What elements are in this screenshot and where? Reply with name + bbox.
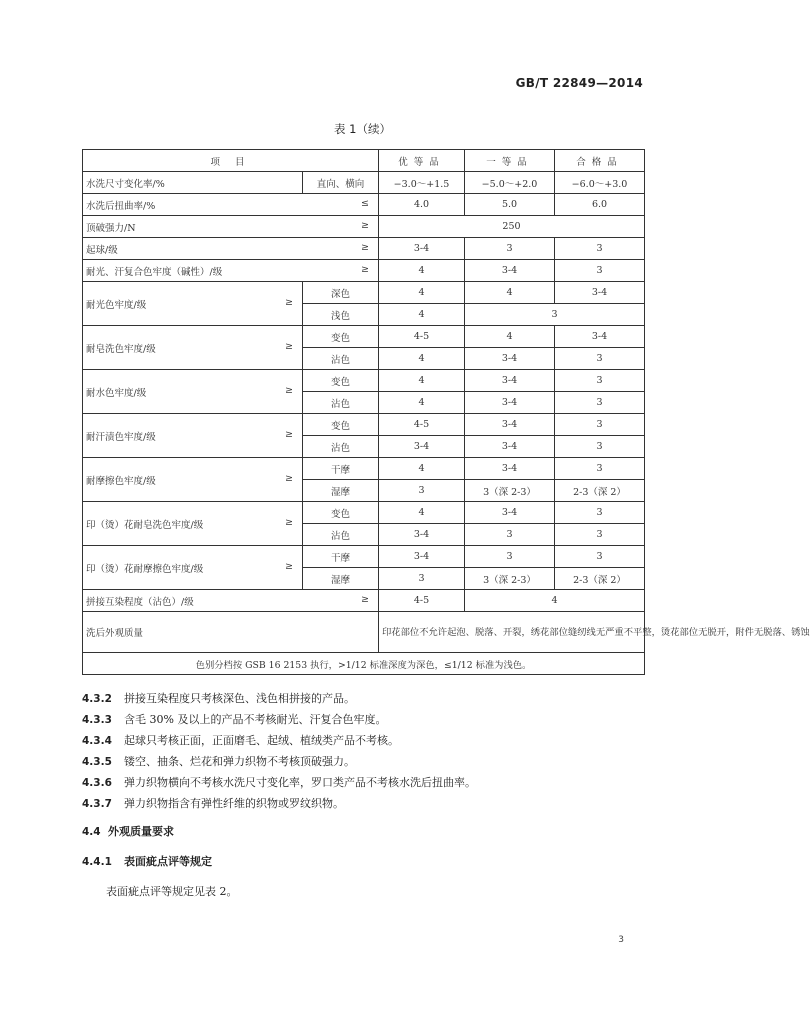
row-sublabel: 干摩 <box>303 458 379 480</box>
clause-text: 起球只考核正面，正面磨毛、起绒、植绒类产品不考核。 <box>124 734 399 747</box>
row-sublabel: 深色 <box>303 282 379 304</box>
cell-value: −6.0～+3.0 <box>555 172 645 194</box>
cell-value: 3-4 <box>465 392 555 414</box>
table-caption: 表 1（续） <box>334 122 391 136</box>
cell-value: 3 <box>465 524 555 546</box>
comparison-symbol: ≥ <box>361 241 369 253</box>
cell-value: 3 <box>555 348 645 370</box>
cell-value: 3-4 <box>379 524 465 546</box>
row-label-cell <box>83 326 303 370</box>
subsection-heading <box>82 853 212 869</box>
cell-value: 3 <box>555 392 645 414</box>
row-sublabel: 变色 <box>303 414 379 436</box>
row-label-cell <box>83 216 379 238</box>
cell-value: 4 <box>465 282 555 304</box>
clause-number: 4.3.2 <box>82 693 112 705</box>
row-label-cell <box>83 370 303 414</box>
cell-value: 4 <box>379 304 465 326</box>
header-item: 项 目 <box>83 150 379 172</box>
cell-value: 4-5 <box>379 590 465 612</box>
table-row <box>83 502 645 524</box>
cell-value: 3-4 <box>465 458 555 480</box>
cell-value: 3-4 <box>555 282 645 304</box>
row-label: 拼接互染程度（沾色）/级 <box>86 596 194 608</box>
cell-value: 4 <box>379 260 465 282</box>
clause-number: 4.3.6 <box>82 777 112 789</box>
table-row <box>83 612 645 653</box>
row-label-cell <box>83 546 303 590</box>
clause <box>82 688 652 709</box>
cell-value: 4 <box>379 370 465 392</box>
cell-value: 3 <box>465 238 555 260</box>
specification-table <box>82 149 810 675</box>
row-label: 耐汗渍色牢度/级 <box>86 431 156 443</box>
section-title: 外观质量要求 <box>108 825 174 838</box>
row-label-cell <box>83 458 303 502</box>
cell-value: 4 <box>379 502 465 524</box>
row-label-cell <box>83 502 303 546</box>
row-label: 耐摩擦色牢度/级 <box>86 475 156 487</box>
row-sublabel: 沾色 <box>303 348 379 370</box>
cell-value: 3 <box>379 480 465 502</box>
cell-value: 3 <box>555 524 645 546</box>
cell-value: 4 <box>465 590 645 612</box>
comparison-symbol: ≥ <box>285 472 293 484</box>
row-label-cell <box>83 414 303 458</box>
table-row <box>83 216 645 238</box>
cell-value: 3-4 <box>379 546 465 568</box>
table-row <box>83 370 645 392</box>
cell-value: 3 <box>555 260 645 282</box>
row-sublabel: 沾色 <box>303 524 379 546</box>
comparison-symbol: ≥ <box>285 384 293 396</box>
row-label: 水洗尺寸变化率/% <box>83 172 303 194</box>
cell-value: 3-4 <box>465 348 555 370</box>
row-sublabel: 干摩 <box>303 546 379 568</box>
clause-text: 镂空、抽条、烂花和弹力织物不考核顶破强力。 <box>124 755 355 768</box>
cell-value: 4 <box>379 348 465 370</box>
table-row <box>83 326 645 348</box>
clause-number: 4.3.3 <box>82 714 112 726</box>
table-row <box>83 458 645 480</box>
clause-number: 4.3.5 <box>82 756 112 768</box>
body-paragraph: 表面疵点评等规定见表 2。 <box>106 885 238 898</box>
comparison-symbol: ≥ <box>285 296 293 308</box>
clause-text: 拼接互染程度只考核深色、浅色相拼接的产品。 <box>124 692 355 705</box>
table-row <box>83 238 645 260</box>
clause <box>82 793 652 814</box>
section-heading <box>82 823 174 839</box>
clause-text: 弹力织物指含有弹性纤维的织物或罗纹织物。 <box>124 797 344 810</box>
page-number: 3 <box>618 935 624 945</box>
comparison-symbol: ≥ <box>361 263 369 275</box>
appearance-requirement: 印花部位不允许起泡、脱落、开裂，绣花部位缝纫线无严重不平整，烫花部位无脱开，附件无脱落、锈蚀 <box>379 612 645 653</box>
clause-list <box>82 688 652 814</box>
cell-value: 3-4 <box>465 502 555 524</box>
row-sublabel: 沾色 <box>303 392 379 414</box>
table-note: 色别分档按 GSB 16 2153 执行，>1/12 标准深度为深色，≤1/12 标准为浅色。 <box>83 653 645 675</box>
comparison-symbol: ≥ <box>285 560 293 572</box>
row-sublabel: 沾色 <box>303 436 379 458</box>
cell-value: 3 <box>465 546 555 568</box>
clause-number: 4.3.7 <box>82 798 112 810</box>
cell-value: 4 <box>379 392 465 414</box>
row-label-cell <box>83 194 379 216</box>
table-row <box>83 414 645 436</box>
clause-text: 含毛 30% 及以上的产品不考核耐光、汗复合色牢度。 <box>124 713 387 726</box>
cell-value: 2-3（深 2） <box>555 480 645 502</box>
row-sublabel: 变色 <box>303 370 379 392</box>
comparison-symbol: ≥ <box>285 428 293 440</box>
comparison-symbol: ≥ <box>285 516 293 528</box>
cell-value: 6.0 <box>555 194 645 216</box>
row-label: 耐光、汗复合色牢度（碱性）/级 <box>86 266 223 278</box>
cell-value: 3-4 <box>465 260 555 282</box>
cell-value: −3.0～+1.5 <box>379 172 465 194</box>
row-label: 起球/级 <box>86 244 118 256</box>
row-sublabel: 浅色 <box>303 304 379 326</box>
cell-value: 4.0 <box>379 194 465 216</box>
cell-value: 4 <box>379 282 465 304</box>
table-row <box>83 194 645 216</box>
clause-text: 弹力织物横向不考核水洗尺寸变化率，罗口类产品不考核水洗后扭曲率。 <box>124 776 476 789</box>
row-sublabel: 变色 <box>303 326 379 348</box>
cell-value: 3 <box>555 502 645 524</box>
header-grade-qualified: 合格品 <box>555 150 645 172</box>
table-row <box>83 590 645 612</box>
row-label-cell <box>83 590 379 612</box>
cell-value: −5.0～+2.0 <box>465 172 555 194</box>
row-sublabel: 湿摩 <box>303 568 379 590</box>
cell-value: 3-4 <box>379 436 465 458</box>
row-label: 水洗后扭曲率/% <box>86 200 156 212</box>
subsection-title: 表面疵点评等规定 <box>124 855 212 868</box>
section-number: 4.4 <box>82 826 101 838</box>
cell-value: 3（深 2-3） <box>465 480 555 502</box>
row-label: 印（烫）花耐摩擦色牢度/级 <box>86 563 204 575</box>
cell-value: 3 <box>555 546 645 568</box>
row-label: 洗后外观质量 <box>83 612 379 653</box>
cell-value: 3 <box>555 414 645 436</box>
row-label-cell <box>83 282 303 326</box>
comparison-symbol: ≥ <box>285 340 293 352</box>
cell-value: 3 <box>555 458 645 480</box>
cell-value: 3 <box>379 568 465 590</box>
cell-value: 5.0 <box>465 194 555 216</box>
row-sublabel: 变色 <box>303 502 379 524</box>
cell-value: 3-4 <box>379 238 465 260</box>
clause <box>82 751 652 772</box>
standard-code: GB/T 22849—2014 <box>515 76 643 90</box>
cell-value: 4 <box>379 458 465 480</box>
row-sublabel: 直向、横向 <box>303 172 379 194</box>
cell-value: 4-5 <box>379 326 465 348</box>
cell-value: 3 <box>465 304 645 326</box>
row-label: 耐水色牢度/级 <box>86 387 147 399</box>
clause <box>82 730 652 751</box>
cell-value: 4-5 <box>379 414 465 436</box>
table-row <box>83 172 645 194</box>
cell-value: 3 <box>555 436 645 458</box>
cell-value: 250 <box>379 216 645 238</box>
cell-value: 3 <box>555 238 645 260</box>
cell-value: 3-4 <box>465 436 555 458</box>
subsection-number: 4.4.1 <box>82 856 112 868</box>
cell-value: 3-4 <box>465 414 555 436</box>
cell-value: 3（深 2-3） <box>465 568 555 590</box>
table-row <box>83 546 645 568</box>
row-label-cell <box>83 260 379 282</box>
row-label: 顶破强力/N <box>86 222 136 234</box>
row-label: 耐皂洗色牢度/级 <box>86 343 156 355</box>
table-row <box>83 282 645 304</box>
header-grade-superior: 优等品 <box>379 150 465 172</box>
clause-number: 4.3.4 <box>82 735 112 747</box>
row-label: 印（烫）花耐皂洗色牢度/级 <box>86 519 204 531</box>
row-label: 耐光色牢度/级 <box>86 299 147 311</box>
cell-value: 3-4 <box>555 326 645 348</box>
row-sublabel: 湿摩 <box>303 480 379 502</box>
comparison-symbol: ≤ <box>361 197 369 209</box>
cell-value: 2-3（深 2） <box>555 568 645 590</box>
row-label-cell <box>83 238 379 260</box>
table-row <box>83 260 645 282</box>
comparison-symbol: ≥ <box>361 219 369 231</box>
table-note-row <box>83 653 645 675</box>
cell-value: 3 <box>555 370 645 392</box>
header-grade-first: 一等品 <box>465 150 555 172</box>
comparison-symbol: ≥ <box>361 593 369 605</box>
clause <box>82 772 652 793</box>
cell-value: 3-4 <box>465 370 555 392</box>
cell-value: 4 <box>465 326 555 348</box>
table-header-row <box>83 150 645 172</box>
clause <box>82 709 652 730</box>
